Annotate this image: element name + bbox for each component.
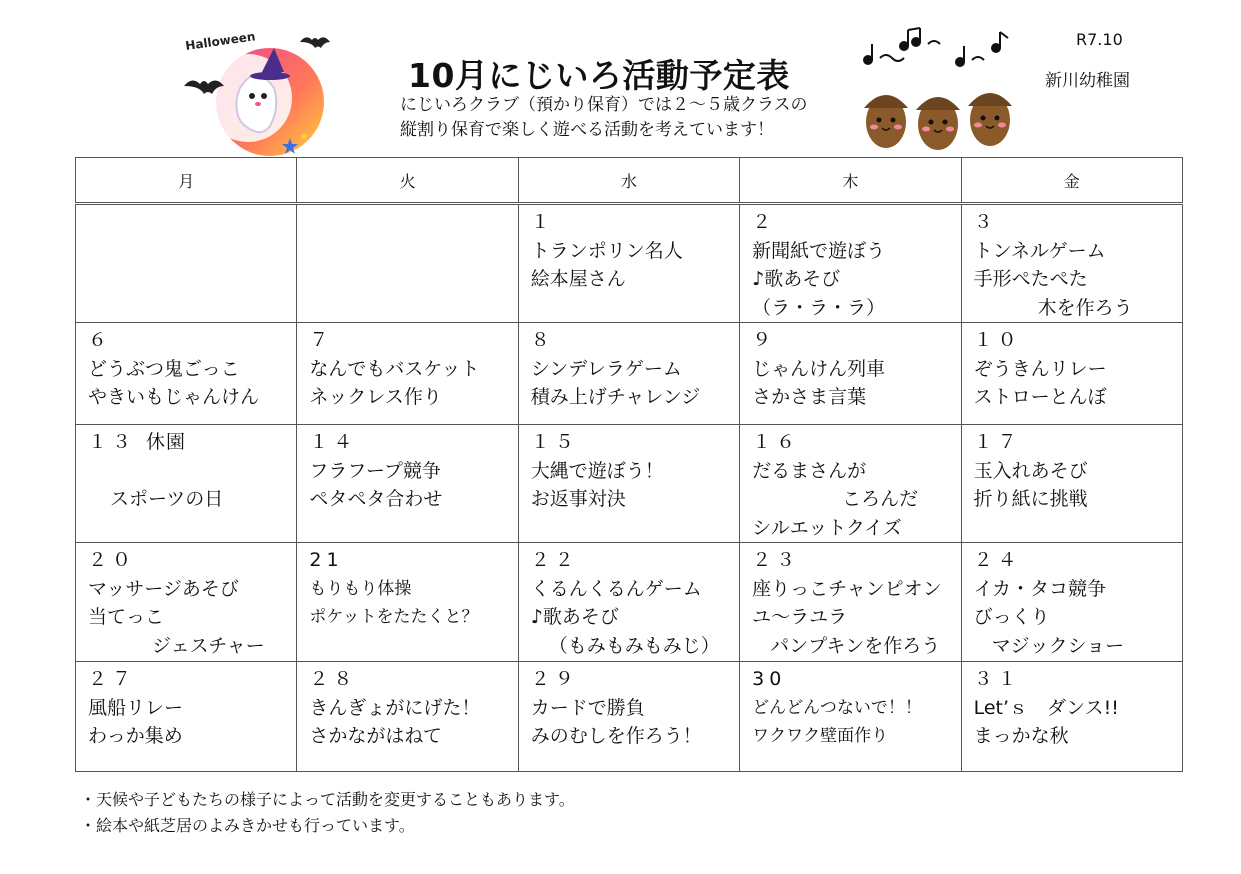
activity-text: ジェスチャー: [152, 634, 265, 657]
day-number: ２７: [88, 668, 137, 690]
activity-text: 絵本屋さん: [530, 268, 626, 290]
subtitle-line: にじいろクラブ（預かり保育）では２～５歳クラスの: [400, 95, 808, 115]
activity-text: お返事対決: [530, 488, 626, 510]
activity-text: 大縄で遊ぼう！: [530, 459, 664, 482]
activity-text: シンデレラゲーム: [530, 357, 682, 380]
note-item: ・絵本や紙芝居のよみきかせも行っています。: [80, 816, 415, 835]
music-notes-icon: [864, 28, 1008, 66]
weekday-header: 金: [961, 158, 1182, 204]
activity-calendar: [75, 157, 1183, 772]
day-number: １５: [530, 431, 579, 453]
activity-text: まっかな秋: [973, 725, 1069, 747]
day-number: ８: [530, 329, 555, 351]
activity-text: ♪歌あそび: [530, 606, 619, 628]
weekday-header: 月: [76, 158, 297, 204]
activity-text: 当てっこ: [88, 606, 165, 628]
page-title: 10月にじいろ活動予定表: [408, 56, 790, 95]
subtitle-line: 縦割り保育で楽しく遊べる活動を考えています！: [400, 120, 774, 140]
activity-text: さかさま言葉: [752, 386, 867, 408]
week-row: [76, 662, 1183, 772]
day-cell: [961, 662, 1182, 772]
day-cell: [740, 662, 961, 772]
activity-text: マッサージあそび: [88, 577, 239, 600]
day-number: ２８: [309, 668, 358, 690]
day-number: ２４: [973, 549, 1022, 571]
day-cell: [961, 204, 1182, 323]
activity-text: フラフープ競争: [309, 459, 441, 482]
school-name: 新川幼稚園: [1045, 71, 1130, 91]
day-cell: [76, 323, 297, 425]
notes: [80, 787, 575, 839]
day-number: ３１: [973, 668, 1022, 690]
day-cell: [518, 204, 739, 323]
day-cell: [961, 543, 1182, 662]
activity-text: 玉入れあそび: [973, 459, 1088, 482]
day-number: 21: [309, 549, 344, 571]
activity-text: ワクワク壁面作り: [752, 726, 889, 746]
day-number: ２: [752, 211, 777, 233]
day-cell: [297, 204, 518, 323]
day-cell: [76, 543, 297, 662]
activity-text: みのむしを作ろう！: [530, 725, 702, 747]
day-cell: [297, 323, 518, 425]
day-cell: [518, 425, 739, 543]
day-cell: [518, 662, 739, 772]
activity-text: カードで勝負: [530, 696, 645, 719]
day-number: １: [530, 211, 555, 233]
acorn-character: [864, 95, 908, 148]
activity-text: トンネルゲーム: [973, 239, 1106, 262]
day-cell: [297, 543, 518, 662]
day-number: １７: [973, 431, 1022, 453]
day-number: ７: [309, 329, 334, 351]
activity-text: （ラ・ラ・ラ）: [752, 296, 886, 319]
activity-text: くるんくるんゲーム: [530, 577, 702, 600]
week-row: [76, 543, 1183, 662]
day-cell: [518, 543, 739, 662]
weekday-header: 水: [518, 158, 739, 204]
activity-text: ころんだ: [842, 488, 919, 510]
weekday-header: 木: [740, 158, 961, 204]
day-number: ２９: [530, 668, 579, 690]
activity-text: わっか集め: [88, 725, 183, 747]
weekday-header-row: [76, 158, 1183, 204]
issue-label: R7.10: [1076, 30, 1123, 49]
activity-text: 座りっこチャンピオン: [752, 577, 942, 600]
day-number: １０: [973, 329, 1022, 351]
activity-text: [88, 457, 288, 486]
day-number: １６: [752, 431, 801, 453]
holiday-name: スポーツの日: [110, 488, 224, 510]
activity-text: ストローとんぼ: [973, 386, 1107, 408]
activity-text: （もみもみもみじ）: [548, 634, 720, 657]
day-cell: [740, 425, 961, 543]
halloween-logo-text: Halloween: [184, 29, 257, 53]
activity-text: ネックレス作り: [309, 386, 442, 408]
week-row: [76, 204, 1183, 323]
acorn-character: [916, 97, 960, 150]
day-cell: [740, 543, 961, 662]
activity-text: マジックショー: [991, 634, 1125, 657]
activity-text: 積み上げチャレンジ: [530, 386, 701, 408]
halloween-ghost-moon-illustration: [178, 28, 360, 156]
activity-text: Let’ｓ ダンス!!: [973, 696, 1119, 719]
day-cell: [297, 662, 518, 772]
activity-text: 折り紙に挑戦: [973, 488, 1088, 510]
activity-text: ユ～ラユラ: [752, 606, 848, 628]
activity-text: 手形ぺたぺた: [973, 268, 1088, 290]
activity-text: じゃんけん列車: [752, 357, 886, 380]
activity-text: どうぶつ鬼ごっこ: [88, 357, 240, 380]
day-cell: [297, 425, 518, 543]
activity-text: パンプキンを作ろう: [770, 634, 941, 657]
acorn-characters-illustration: [858, 24, 1026, 158]
day-cell: [76, 204, 297, 323]
day-cell: [76, 425, 297, 543]
day-cell: [740, 323, 961, 425]
note-item: ・天候や子どもたちの様子によって活動を変更することもあります。: [80, 790, 575, 809]
weekday-header: 火: [297, 158, 518, 204]
activity-text: もりもり体操: [309, 578, 412, 599]
day-cell: [961, 425, 1182, 543]
day-number: ２２: [530, 549, 579, 571]
activity-text: びっくり: [973, 606, 1050, 628]
day-number: １４: [309, 431, 358, 453]
week-row: [76, 323, 1183, 425]
week-row: [76, 425, 1183, 543]
day-number: 30: [752, 668, 787, 690]
activity-text: 木を作ろう: [1037, 296, 1133, 319]
day-cell: [740, 204, 961, 323]
day-number: ９: [752, 329, 777, 351]
day-number: ３: [973, 211, 998, 233]
activity-text: ペタペタ合わせ: [309, 488, 443, 510]
activity-text: ♪歌あそび: [752, 268, 841, 290]
activity-text: だるまさんが: [752, 459, 867, 482]
activity-text: なんでもバスケット: [309, 357, 480, 380]
activity-text: どんどんつないで！！: [752, 697, 922, 718]
activity-text: シルエットクイズ: [752, 516, 902, 539]
day-number: [88, 428, 288, 457]
acorn-character: [968, 93, 1012, 146]
activity-text: 新聞紙で遊ぼう: [752, 239, 886, 262]
activity-text: ポケットをたたくと？: [309, 607, 479, 627]
activity-text: ぞうきんリレー: [973, 357, 1107, 380]
day-number: ２０: [88, 549, 137, 571]
activity-text: きんぎょがにげた！: [309, 696, 481, 719]
day-number: ６: [88, 329, 113, 351]
activity-text: トランポリン名人: [530, 239, 683, 262]
activity-text: やきいもじゃんけん: [88, 386, 260, 408]
activity-text: 風船リレー: [88, 696, 184, 719]
holiday-label: 休園: [146, 431, 187, 453]
activity-text: イカ・タコ競争: [973, 577, 1106, 600]
day-number: ２３: [752, 549, 801, 571]
activity-text: さかながはねて: [309, 725, 442, 747]
day-cell: [518, 323, 739, 425]
day-cell: [961, 323, 1182, 425]
day-number-value: １３: [88, 431, 137, 453]
subtitle: [400, 93, 808, 143]
day-cell: [76, 662, 297, 772]
